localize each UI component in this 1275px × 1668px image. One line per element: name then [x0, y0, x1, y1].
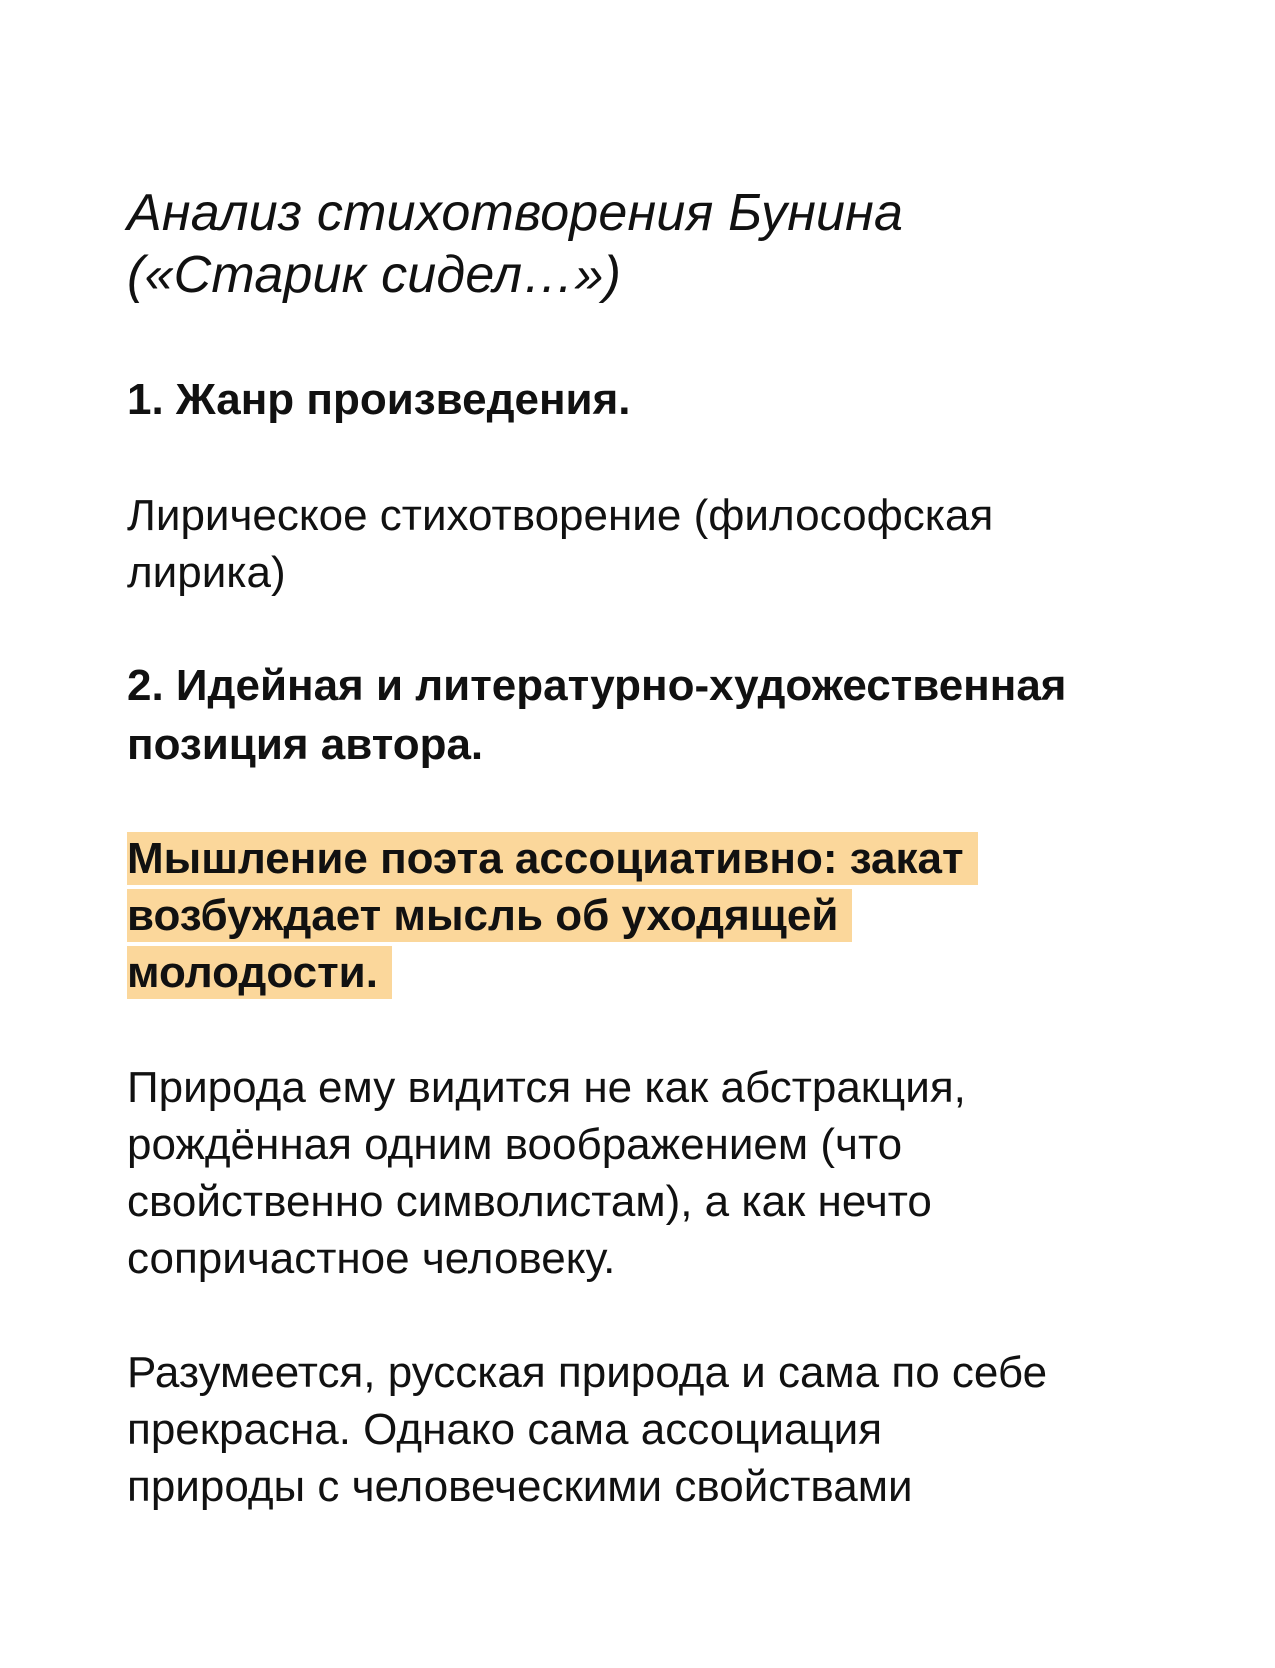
- highlight-line: [127, 887, 1167, 944]
- paragraph-line: Лирическое стихотворение (философская: [127, 491, 994, 540]
- highlight-line: [127, 830, 1167, 887]
- paragraph-line: сопричастное человеку.: [127, 1234, 616, 1283]
- document-content: [127, 182, 1167, 1515]
- paragraph-line: свойственно символистам), а как нечто: [127, 1177, 932, 1226]
- paragraph-line: прекрасна. Однако сама ассоциация: [127, 1405, 883, 1454]
- heading-line: позиция автора.: [127, 720, 484, 769]
- highlight-mark: возбуждает мысль об уходящей: [127, 889, 852, 942]
- paragraph-line: лирика): [127, 548, 286, 597]
- paragraph-genre: [127, 487, 1167, 601]
- paragraph-line: природы с человеческими свойствами: [127, 1462, 913, 1511]
- paragraph-russian-nature: [127, 1344, 1167, 1515]
- paragraph-line: Разумеется, русская природа и сама по себе: [127, 1348, 1048, 1397]
- highlight-mark: Мышление поэта ассоциативно: закат: [127, 832, 978, 885]
- document-title: [127, 182, 1167, 306]
- heading-line: 1. Жанр произведения.: [127, 375, 631, 424]
- paragraph-line: рождённая одним воображением (что: [127, 1120, 903, 1169]
- title-line: («Старик сидел…»): [127, 246, 622, 304]
- section-heading-genre: [127, 370, 1167, 429]
- highlight-mark: молодости.: [127, 946, 392, 999]
- paragraph-line: Природа ему видится не как абстракция,: [127, 1063, 966, 1112]
- title-line: Анализ стихотворения Бунина: [127, 184, 904, 242]
- highlight-line: [127, 944, 1167, 1001]
- paragraph-nature: [127, 1059, 1167, 1287]
- highlighted-statement: [127, 830, 1167, 1001]
- section-heading-position: [127, 656, 1167, 774]
- heading-line: 2. Идейная и литературно-художественная: [127, 661, 1067, 710]
